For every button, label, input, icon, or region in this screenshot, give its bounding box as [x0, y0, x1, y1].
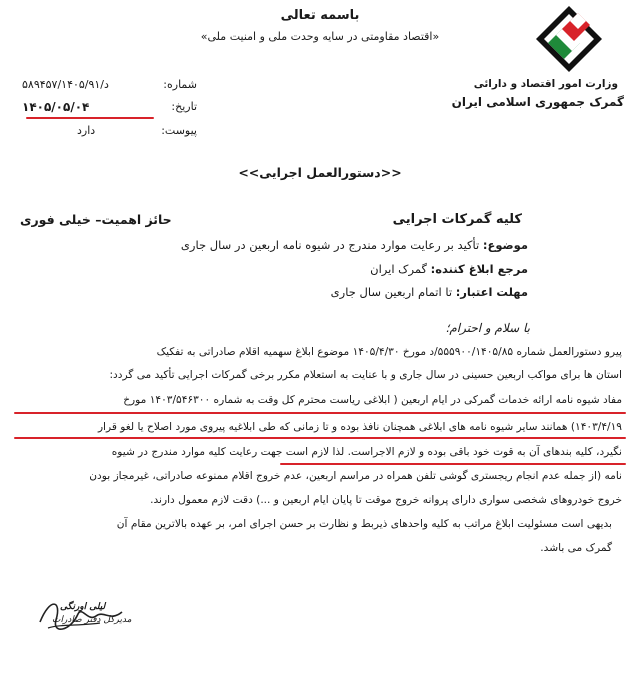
basmala-heading: باسمه تعالی [280, 8, 360, 23]
body-line: پیرو دستورالعمل شماره ۵۵۵۹۰۰/۱۴۰۵/۸۵/د مورخ ۱۴۰۵/۴/۳۰ موضوع ابلاغ سهمیه اقلام صادراتی به تفکیک [156, 346, 622, 358]
body-line: ۱۴۰۳/۴/۱۹) همانند سایر شیوه نامه های ابلاغی همچنان نافذ بوده و تا زمانی که طی ابلاغیه پیروی مورد اصلاح یا لغو قرار [97, 421, 622, 433]
letter-attachment [22, 124, 197, 142]
number-value: ۵۸۹۴۵۷/۱۴۰۵/۹۱/د [22, 78, 109, 91]
highlight-underline [280, 463, 626, 465]
highlight-underline [14, 437, 626, 439]
body-line: نگیرد، کلیه بندهای آن به قوت خود باقی بوده و لازم الاجراست. لذا لازم است جهت رعایت کلیه موارد مندرج در شیوه [111, 446, 622, 458]
letter-date [22, 100, 197, 118]
date-value: ۱۴۰۵/۰۵/۰۴ [22, 100, 90, 114]
signatory-name: لیلی اورنگی [60, 602, 106, 612]
validity-row [331, 285, 528, 299]
subject-value: تأکید بر رعایت موارد مندرج در شیوه نامه اربعین در سال جاری [180, 238, 480, 252]
ministry-name: وزارت امور اقتصاد و دارائی [473, 78, 618, 90]
highlight-underline [14, 412, 626, 414]
subject-row [181, 238, 528, 252]
body-line: مفاد شیوه نامه ارائه خدمات گمرکی در ایام اربعین ( ابلاغی ریاست محترم کل وقت به شماره ۱۴۰۳/۵۴۶۳۰۰ مورخ [123, 394, 622, 406]
recipient: کلیه گمرکات اجرایی [392, 212, 522, 227]
body-line: بدیهی است مسئولیت ابلاغ مراتب به کلیه واحدهای ذیربط و نظارت بر حسن اجرای امر، بر عهده بالاترین مقام آن [116, 518, 612, 530]
date-label: تاریخ: [171, 100, 197, 113]
date-underline [26, 117, 154, 119]
authority-value: گمرک ایران [370, 262, 427, 276]
slogan: «اقتصاد مقاومتی در سایه وحدت ملی و امنیت ملی» [200, 30, 440, 43]
attachment-label: پیوست: [161, 124, 197, 137]
validity-label: مهلت اعتبار: [455, 285, 528, 299]
customs-emblem-icon [534, 4, 604, 74]
authority-row [370, 262, 528, 276]
letter-number [22, 78, 197, 96]
authority-label: مرجع ابلاغ کننده: [430, 262, 528, 276]
body-line: نامه (از جمله عدم انجام ریجستری گوشی تلفن همراه در مراسم اربعین، عدم خروج اقلام ممنوعه صادراتی، غیرمجاز بودن [89, 470, 622, 482]
attachment-value: دارد [77, 124, 96, 137]
body-line: گمرک می باشد. [540, 542, 612, 554]
body-line: خروج خودروهای شخصی سواری دارای پروانه خروج موقت تا پایان ایام اربعین و ...) دقت لازم معمول دارند. [150, 494, 622, 506]
organization-name: گمرک جمهوری اسلامی ایران [451, 95, 624, 109]
subject-label: موضوع: [482, 238, 528, 252]
body-line: استان ها برای مواکب اربعین حسینی در سال جاری و با عنایت به استعلام مکرر برخی گمرکات اجرایی تأکید می گردد: [109, 369, 622, 381]
signatory-role: مدیرکل دفتر صادرات [52, 615, 132, 625]
priority-badge: حائز اهمیت– خیلی فوری [20, 212, 172, 227]
number-label: شماره: [163, 78, 197, 91]
validity-value: تا اتمام اربعین سال جاری [330, 285, 453, 299]
document-title: <<دستورالعمل اجرایی>> [238, 165, 402, 180]
salutation: با سلام و احترام؛ [445, 321, 530, 335]
